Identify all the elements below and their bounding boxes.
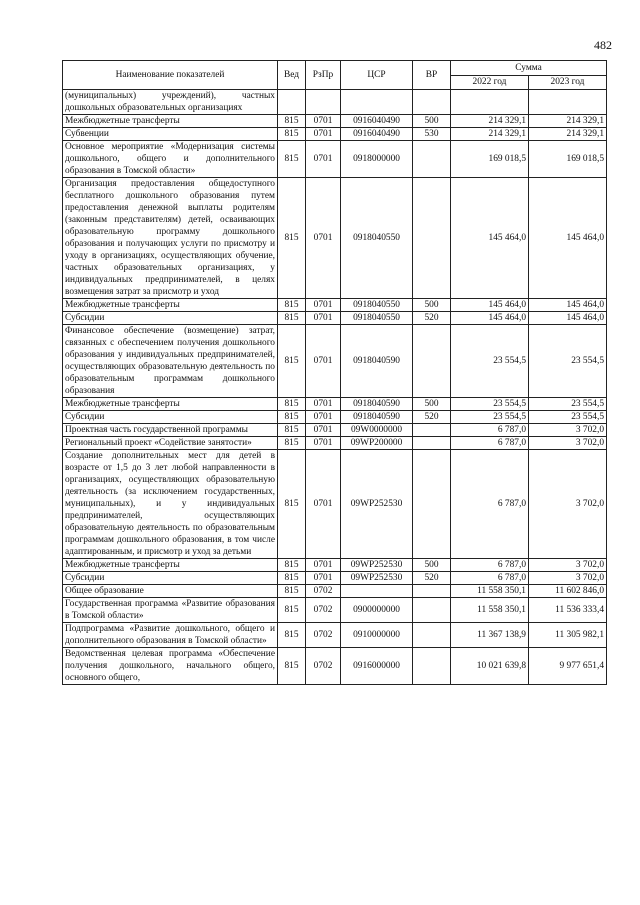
cell-vr: 500 [413,115,451,128]
cell-vr [413,648,451,685]
cell-sum-2023: 145 464,0 [529,299,607,312]
page-number: 482 [594,38,612,52]
table-row [63,450,607,559]
cell-vr: 520 [413,572,451,585]
cell-name: Межбюджетные трансферты [63,559,278,572]
cell-csr: 0918040550 [341,178,413,299]
cell-csr: 0918040590 [341,398,413,411]
cell-ved: 815 [278,128,306,141]
table-row [63,398,607,411]
table-row [63,90,607,115]
table-row [63,411,607,424]
cell-ved: 815 [278,299,306,312]
cell-name: Межбюджетные трансферты [63,299,278,312]
cell-rzpr: 0701 [306,115,341,128]
header-rzpr: РзПр [306,61,341,90]
cell-sum-2023: 3 702,0 [529,450,607,559]
cell-sum-2023: 3 702,0 [529,437,607,450]
cell-vr [413,424,451,437]
cell-sum-2022: 6 787,0 [451,450,529,559]
cell-csr: 0910000000 [341,623,413,648]
cell-csr: 0916000000 [341,648,413,685]
cell-ved: 815 [278,325,306,398]
cell-vr: 520 [413,312,451,325]
cell-name: Региональный проект «Содействие занятости» [63,437,278,450]
cell-vr [413,178,451,299]
cell-csr: 0916040490 [341,128,413,141]
cell-rzpr: 0702 [306,648,341,685]
header-year-2022: 2022 год [451,75,529,90]
cell-rzpr [306,90,341,115]
cell-csr: 0918040550 [341,299,413,312]
cell-vr [413,437,451,450]
cell-vr [413,90,451,115]
cell-sum-2022: 10 021 639,8 [451,648,529,685]
table-row [63,128,607,141]
cell-rzpr: 0702 [306,623,341,648]
cell-csr: 0918000000 [341,141,413,178]
cell-vr [413,585,451,598]
cell-name: Подпрограмма «Развитие дошкольного, общего и дополнительного образования в Томской области» [63,623,278,648]
header-ved: Вед [278,61,306,90]
cell-sum-2023: 169 018,5 [529,141,607,178]
cell-rzpr: 0701 [306,424,341,437]
cell-ved: 815 [278,115,306,128]
cell-sum-2022: 6 787,0 [451,437,529,450]
cell-name: Межбюджетные трансферты [63,398,278,411]
cell-vr: 520 [413,411,451,424]
cell-sum-2022: 11 558 350,1 [451,585,529,598]
cell-sum-2023 [529,90,607,115]
cell-name: Проектная часть государственной программы [63,424,278,437]
cell-sum-2023: 3 702,0 [529,424,607,437]
cell-csr: 09WP252530 [341,450,413,559]
cell-vr: 500 [413,299,451,312]
cell-sum-2023: 3 702,0 [529,559,607,572]
cell-csr: 09W0000000 [341,424,413,437]
cell-name: Субсидии [63,411,278,424]
cell-ved [278,90,306,115]
cell-sum-2022: 214 329,1 [451,115,529,128]
cell-vr [413,141,451,178]
cell-ved: 815 [278,559,306,572]
header-sum: Сумма [451,61,607,76]
cell-csr: 09WP252530 [341,559,413,572]
header-vr: ВР [413,61,451,90]
cell-name: (муниципальных) учреждений), частных дошкольных образовательных организациях [63,90,278,115]
cell-rzpr: 0701 [306,325,341,398]
cell-sum-2023: 145 464,0 [529,178,607,299]
cell-ved: 815 [278,178,306,299]
cell-rzpr: 0701 [306,572,341,585]
cell-vr: 500 [413,559,451,572]
cell-sum-2022: 214 329,1 [451,128,529,141]
cell-sum-2022: 6 787,0 [451,572,529,585]
table-row [63,437,607,450]
cell-rzpr: 0701 [306,178,341,299]
cell-name: Финансовое обеспечение (возмещение) затрат, связанных с обеспечением получения дошкольного образования у индивидуальных предпринимателей, осуществляющих образовательную деятельность по образовательным программам дошкольного образования [63,325,278,398]
header-csr: ЦСР [341,61,413,90]
cell-ved: 815 [278,437,306,450]
header-year-2023: 2023 год [529,75,607,90]
cell-sum-2022: 6 787,0 [451,424,529,437]
cell-rzpr: 0701 [306,398,341,411]
cell-name: Межбюджетные трансферты [63,115,278,128]
cell-sum-2023: 214 329,1 [529,115,607,128]
cell-sum-2023: 3 702,0 [529,572,607,585]
cell-ved: 815 [278,141,306,178]
table-row [63,115,607,128]
cell-vr [413,598,451,623]
table-row [63,312,607,325]
cell-rzpr: 0701 [306,437,341,450]
table-row [63,572,607,585]
cell-sum-2023: 11 602 846,0 [529,585,607,598]
cell-sum-2023: 23 554,5 [529,411,607,424]
cell-name: Организация предоставления общедоступного бесплатного дошкольного образования путем предоставления денежной выплаты родителям (законным представителям) детей, осваивающих образовательную программу дошкольного образования и получающих услуги по присмотру и уходу в организациях, осуществляющих обучение, частных образовательных организациях, у индивидуальных предпринимателей, в целях возмещения затрат за присмотр и уход [63,178,278,299]
cell-vr [413,623,451,648]
cell-sum-2023: 23 554,5 [529,398,607,411]
cell-name: Основное мероприятие «Модернизация системы дошкольного, общего и дополнительного образования в Томской области» [63,141,278,178]
cell-name: Субсидии [63,572,278,585]
cell-ved: 815 [278,623,306,648]
cell-rzpr: 0701 [306,299,341,312]
cell-rzpr: 0701 [306,450,341,559]
table-row [63,648,607,685]
cell-rzpr: 0702 [306,585,341,598]
cell-name: Государственная программа «Развитие образования в Томской области» [63,598,278,623]
cell-rzpr: 0702 [306,598,341,623]
table-row [63,141,607,178]
table-row [63,623,607,648]
cell-name: Субсидии [63,312,278,325]
cell-sum-2022: 11 558 350,1 [451,598,529,623]
cell-sum-2022: 169 018,5 [451,141,529,178]
cell-vr: 500 [413,398,451,411]
cell-rzpr: 0701 [306,559,341,572]
cell-name: Субвенции [63,128,278,141]
cell-sum-2022: 23 554,5 [451,325,529,398]
cell-csr: 0918040550 [341,312,413,325]
cell-name: Ведомственная целевая программа «Обеспечение получения дошкольного, начального общего, основного общего, [63,648,278,685]
cell-ved: 815 [278,648,306,685]
cell-sum-2023: 145 464,0 [529,312,607,325]
table-row [63,178,607,299]
cell-sum-2022 [451,90,529,115]
cell-sum-2023: 9 977 651,4 [529,648,607,685]
cell-sum-2022: 145 464,0 [451,178,529,299]
cell-rzpr: 0701 [306,411,341,424]
cell-sum-2022: 145 464,0 [451,312,529,325]
cell-name: Создание дополнительных мест для детей в возрасте от 1,5 до 3 лет любой направленности в организациях, осуществляющих образовательную деятельность (за исключением государственных, муниципальных), и у индивидуальных предпринимателей, осуществляющих образовательную деятельность по образовательным программам дошкольного образования, в том числе адаптированным, и присмотр и уход за детьми [63,450,278,559]
cell-ved: 815 [278,411,306,424]
cell-sum-2022: 23 554,5 [451,411,529,424]
cell-ved: 815 [278,585,306,598]
table-row [63,559,607,572]
cell-csr: 0918040590 [341,325,413,398]
cell-ved: 815 [278,312,306,325]
cell-ved: 815 [278,598,306,623]
cell-ved: 815 [278,450,306,559]
cell-name: Общее образование [63,585,278,598]
cell-sum-2023: 11 536 333,4 [529,598,607,623]
cell-csr: 09WP252530 [341,572,413,585]
cell-rzpr: 0701 [306,312,341,325]
cell-sum-2022: 23 554,5 [451,398,529,411]
header-name: Наименование показателей [63,61,278,90]
table-row [63,424,607,437]
cell-csr: 0900000000 [341,598,413,623]
cell-vr: 530 [413,128,451,141]
table-row [63,585,607,598]
cell-ved: 815 [278,424,306,437]
table-row [63,598,607,623]
cell-sum-2023: 214 329,1 [529,128,607,141]
cell-ved: 815 [278,398,306,411]
table-row [63,325,607,398]
cell-csr: 0918040590 [341,411,413,424]
cell-vr [413,450,451,559]
cell-sum-2022: 145 464,0 [451,299,529,312]
table-row [63,299,607,312]
budget-table [62,60,607,685]
cell-ved: 815 [278,572,306,585]
cell-rzpr: 0701 [306,141,341,178]
cell-csr: 09WP200000 [341,437,413,450]
cell-csr [341,585,413,598]
cell-sum-2023: 23 554,5 [529,325,607,398]
cell-rzpr: 0701 [306,128,341,141]
cell-csr [341,90,413,115]
cell-csr: 0916040490 [341,115,413,128]
cell-sum-2022: 11 367 138,9 [451,623,529,648]
cell-vr [413,325,451,398]
cell-sum-2023: 11 305 982,1 [529,623,607,648]
cell-sum-2022: 6 787,0 [451,559,529,572]
